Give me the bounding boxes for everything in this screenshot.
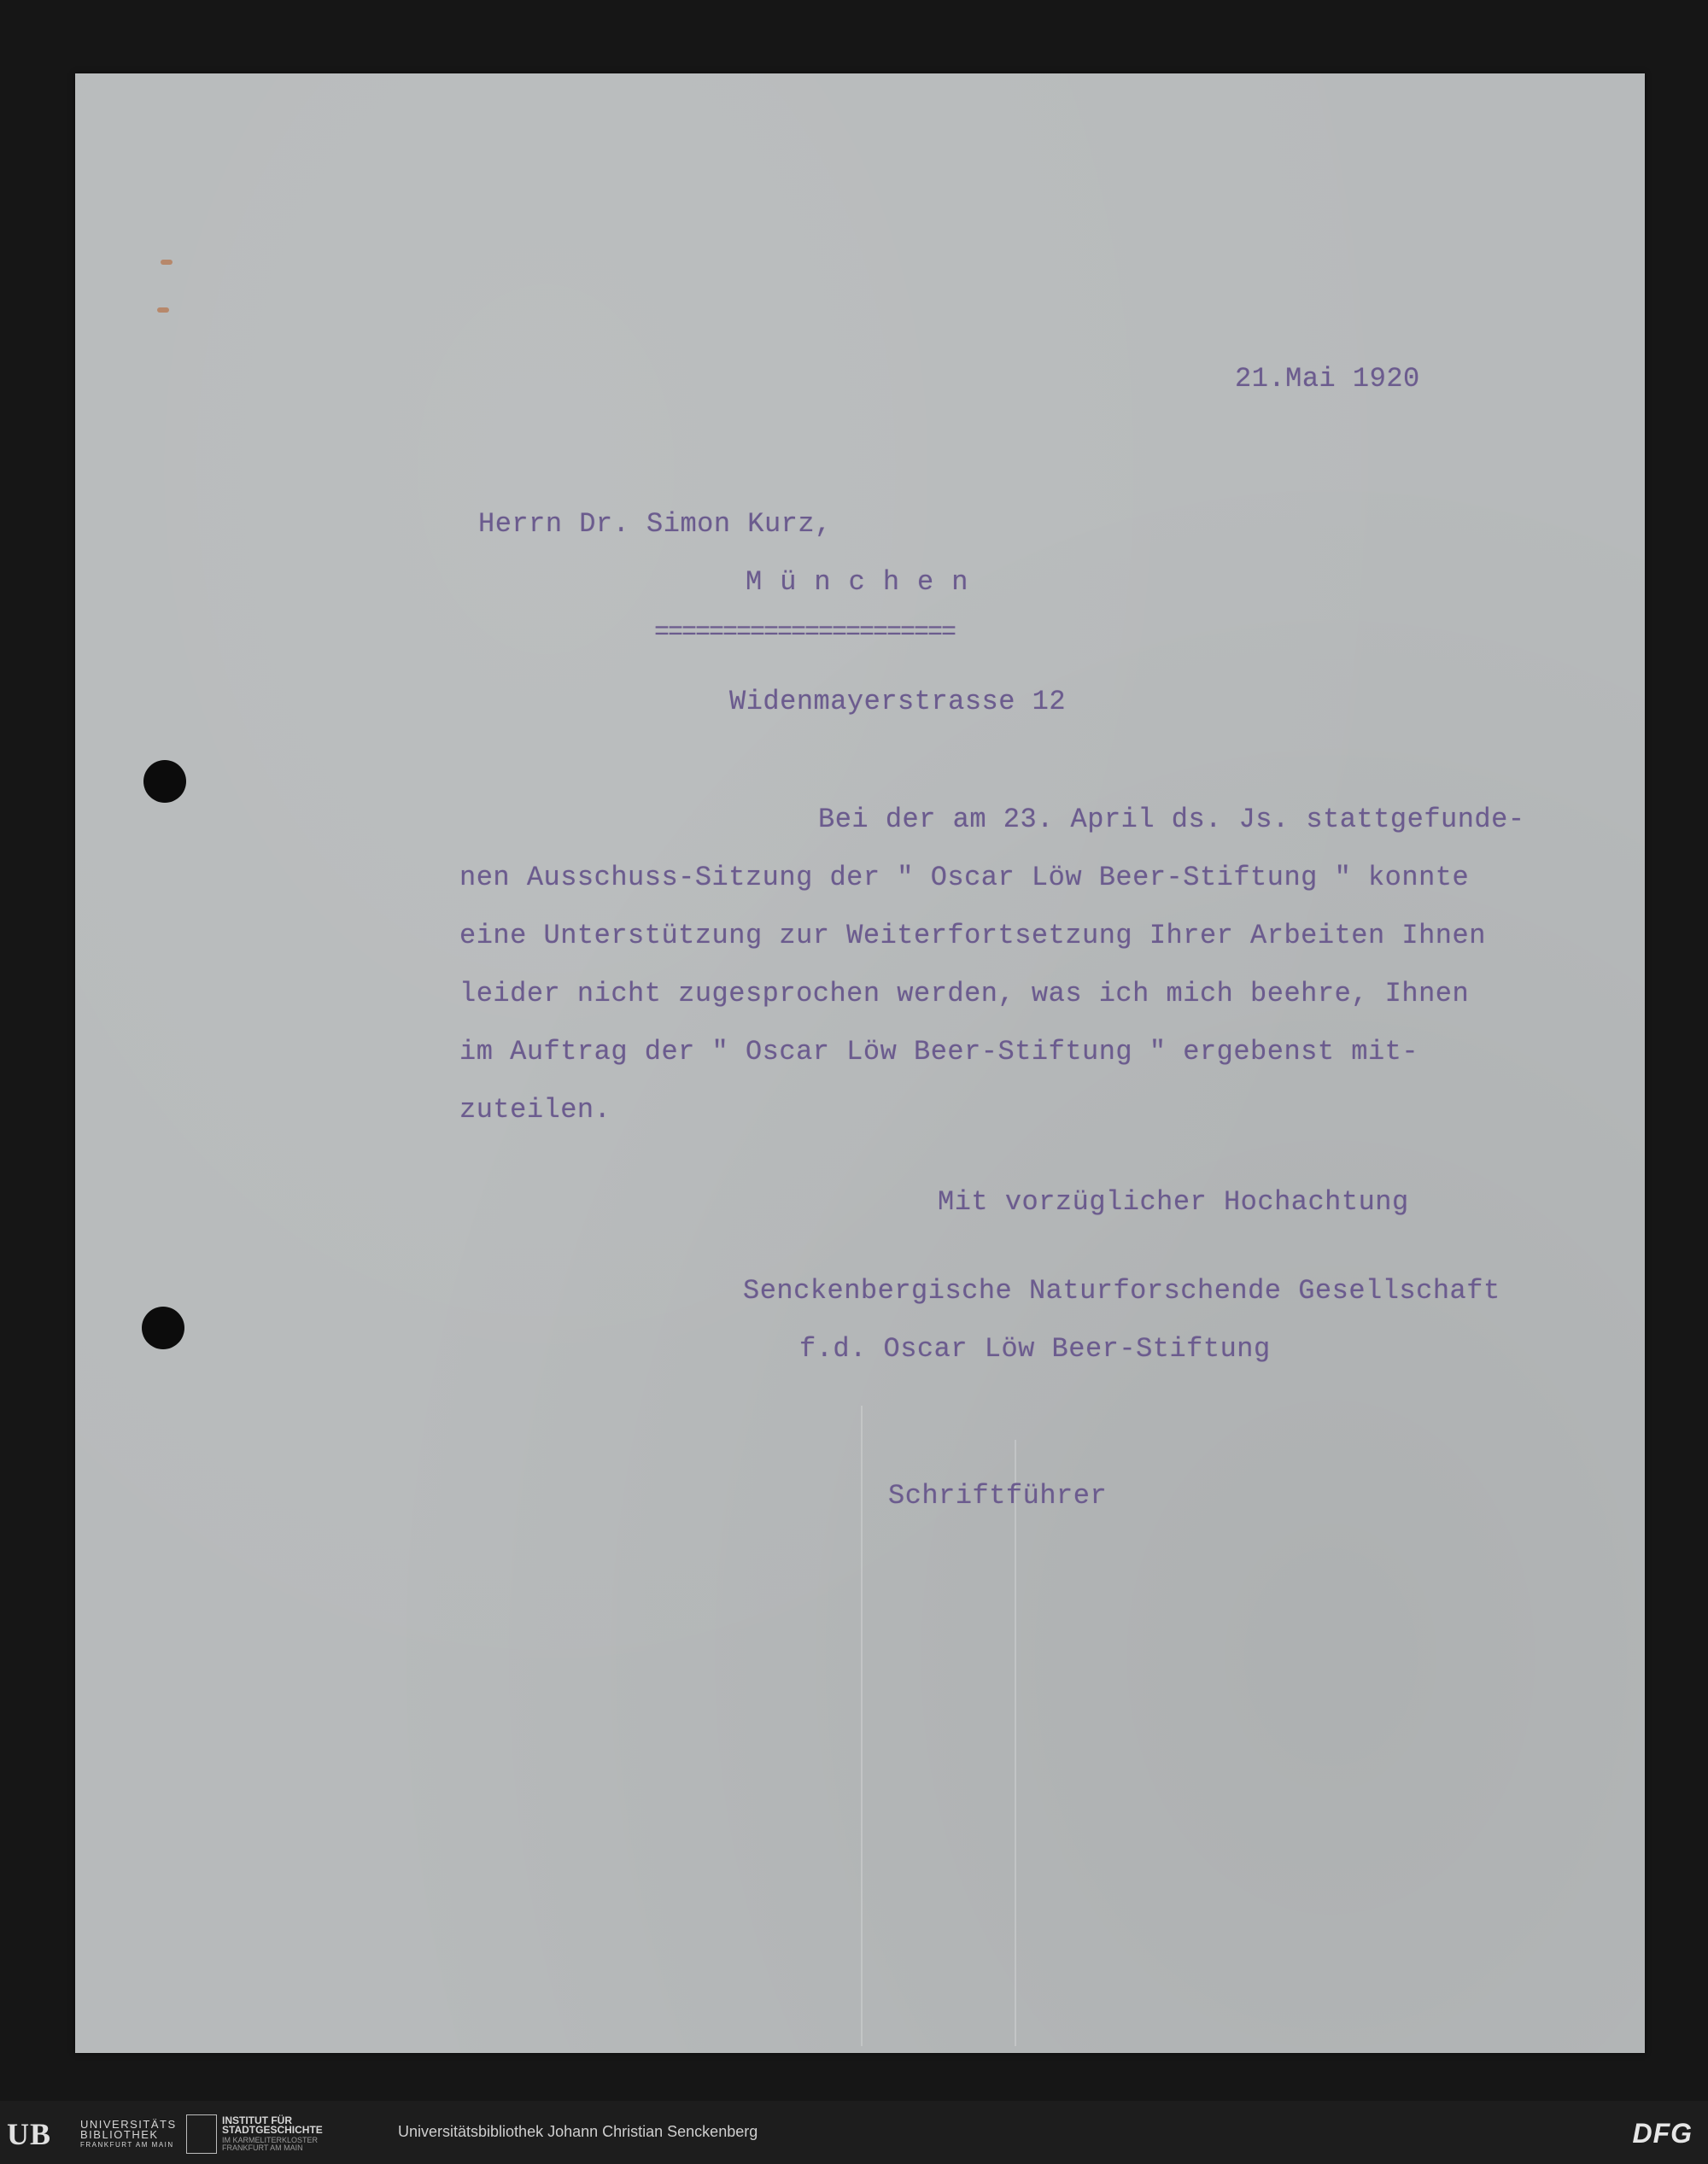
city-underline: ====================== bbox=[654, 618, 956, 647]
rust-stain bbox=[161, 260, 173, 265]
body-line: eine Unterstützung zur Weiterfortsetzung Ihrer Arbeiten Ihnen bbox=[459, 920, 1486, 951]
signature-organization: Senckenbergische Naturforschende Gesellschaft bbox=[743, 1275, 1500, 1307]
body-line: Bei der am 23. April ds. Js. stattgefunde- bbox=[818, 804, 1525, 835]
signature-role: Schriftführer bbox=[888, 1480, 1108, 1512]
library-caption: Universitätsbibliothek Johann Christian Senckenberg bbox=[398, 2123, 758, 2140]
institute-logo-subtext: IM KARMELITERKLOSTER FRANKFURT AM MAIN bbox=[222, 2136, 319, 2152]
institute-emblem-icon bbox=[186, 2114, 217, 2154]
rust-stain bbox=[157, 307, 169, 313]
body-line: leider nicht zugesprochen werden, was ich mich beehre, Ihnen bbox=[459, 978, 1470, 1009]
recipient-street: Widenmayerstrasse 12 bbox=[729, 686, 1067, 717]
punch-hole bbox=[143, 760, 186, 803]
paper-fold-line bbox=[861, 1406, 863, 2046]
ub-logo-text: UNIVERSITÄTS BIBLIOTHEK FRANKFURT AM MAIN bbox=[80, 2118, 177, 2149]
institute-logo[interactable] bbox=[186, 2114, 383, 2154]
recipient-name: Herrn Dr. Simon Kurz, bbox=[478, 508, 832, 540]
letter-date: 21.Mai 1920 bbox=[1235, 363, 1420, 395]
punch-hole bbox=[142, 1307, 184, 1349]
body-line: im Auftrag der " Oscar Löw Beer-Stiftung " ergebenst mit- bbox=[459, 1036, 1419, 1067]
institute-logo-text: INSTITUT FÜR STADTGESCHICHTE bbox=[222, 2114, 323, 2136]
recipient-city: München bbox=[746, 566, 986, 598]
body-line: nen Ausschuss-Sitzung der " Oscar Löw Beer-Stiftung " konnte bbox=[459, 862, 1470, 893]
paper-fold-line bbox=[1015, 1440, 1016, 2046]
letter-sheet bbox=[75, 73, 1645, 2053]
signature-foundation: f.d. Oscar Löw Beer-Stiftung bbox=[799, 1333, 1271, 1365]
closing-line: Mit vorzüglicher Hochachtung bbox=[938, 1186, 1409, 1218]
archive-footer bbox=[0, 2101, 1708, 2164]
dfg-logo[interactable]: DFG bbox=[1632, 2118, 1693, 2149]
ub-logo[interactable] bbox=[7, 2116, 178, 2152]
ub-mark: UB bbox=[7, 2117, 52, 2151]
body-line: zuteilen. bbox=[459, 1094, 611, 1126]
